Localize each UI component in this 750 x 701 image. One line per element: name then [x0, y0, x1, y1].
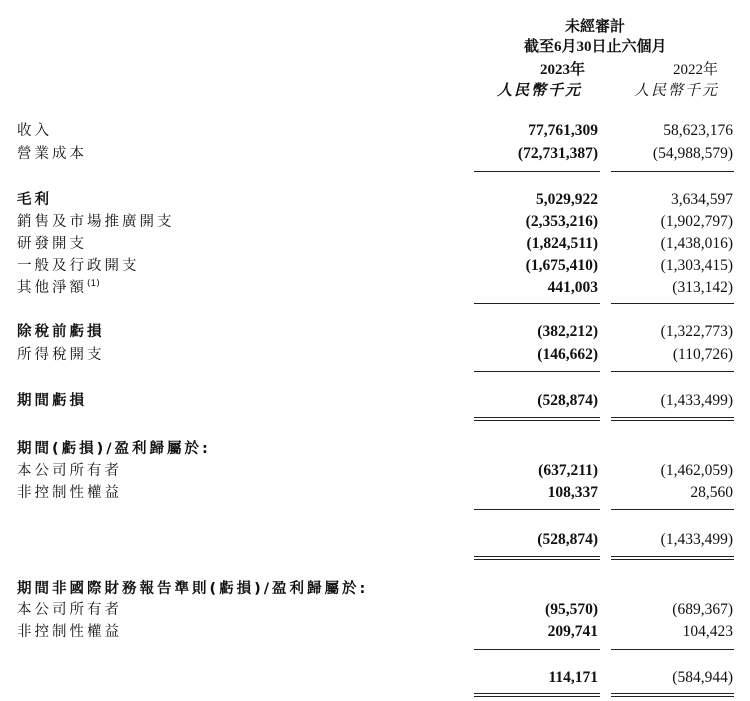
subtotal-rule	[474, 303, 600, 304]
total-rule	[611, 693, 734, 694]
value-prior: (1,433,499)	[660, 531, 733, 548]
value-current: 209,741	[547, 623, 598, 640]
row-label: 研發開支	[17, 236, 87, 252]
subtotal-rule	[611, 371, 734, 372]
row-label-text: 其他淨額	[17, 280, 87, 296]
total-rule	[474, 417, 600, 418]
value-prior: (1,322,773)	[660, 323, 733, 340]
year-prior-header: 2022年	[673, 62, 719, 78]
value-prior: (1,462,059)	[660, 462, 733, 479]
unaudited-header: 未經審計	[565, 19, 626, 35]
currency-current-header: 人民幣千元	[497, 83, 583, 99]
total-rule	[474, 696, 600, 697]
row-admin-expenses	[0, 255, 750, 277]
total-rule	[474, 693, 600, 694]
section-attributable	[0, 438, 750, 460]
row-loss-before-tax	[0, 321, 750, 343]
value-current: 114,171	[548, 669, 598, 686]
value-prior: (110,726)	[672, 346, 733, 363]
value-prior: 3,634,597	[671, 191, 733, 208]
total-rule	[474, 556, 600, 557]
total-rule	[611, 417, 734, 418]
row-selling-expenses	[0, 211, 750, 233]
row-cost-of-sales	[0, 143, 750, 165]
row-label: 期間虧損	[17, 393, 87, 409]
value-current: 5,029,922	[536, 191, 598, 208]
row-non-ifrs-total	[0, 667, 750, 689]
row-label: 本公司所有者	[17, 463, 122, 479]
value-prior: (1,433,499)	[660, 392, 733, 409]
value-current: (72,731,387)	[517, 145, 598, 162]
value-current: (146,662)	[537, 346, 598, 363]
row-non-controlling	[0, 482, 750, 504]
footnote-marker: (1)	[87, 279, 100, 289]
row-label: 一般及行政開支	[17, 258, 140, 274]
total-rule	[611, 696, 734, 697]
subtotal-rule	[474, 509, 600, 510]
row-label: 收入	[17, 123, 52, 139]
subtotal-rule	[474, 171, 600, 172]
row-label: 本公司所有者	[17, 602, 122, 618]
row-income-tax	[0, 344, 750, 366]
section-heading: 期間非國際財務報告準則(虧損)/盈利歸屬於:	[17, 581, 369, 597]
row-label: 營業成本	[17, 146, 87, 162]
row-attributable-total	[0, 529, 750, 551]
value-prior: 58,623,176	[663, 122, 733, 139]
value-current: (528,874)	[537, 531, 598, 548]
value-current: 77,761,309	[528, 122, 598, 139]
subtotal-rule	[474, 649, 600, 650]
row-gross-profit	[0, 189, 750, 211]
row-other-net	[0, 277, 750, 299]
period-header: 截至6月30日止六個月	[524, 39, 667, 55]
value-current: (1,675,410)	[525, 257, 598, 274]
value-current: 108,337	[547, 484, 598, 501]
row-label: 銷售及市場推廣開支	[17, 214, 175, 230]
total-rule	[611, 420, 734, 421]
value-current: (1,824,511)	[526, 235, 598, 252]
value-current: (2,353,216)	[525, 213, 598, 230]
row-label: 非控制性權益	[17, 624, 122, 640]
row-owners	[0, 460, 750, 482]
value-prior: (1,902,797)	[660, 213, 733, 230]
row-label	[17, 277, 100, 299]
row-label: 所得稅開支	[17, 347, 105, 363]
subtotal-rule	[611, 303, 734, 304]
value-prior: (689,367)	[672, 601, 733, 618]
row-non-controlling-non-ifrs	[0, 621, 750, 643]
value-current: (637,211)	[538, 462, 598, 479]
row-loss-for-period	[0, 390, 750, 412]
row-label: 非控制性權益	[17, 485, 122, 501]
subtotal-rule	[611, 509, 734, 510]
section-non-ifrs-attributable	[0, 578, 750, 600]
value-prior: (54,988,579)	[652, 145, 733, 162]
value-current: 441,003	[547, 279, 598, 296]
row-rnd-expenses	[0, 233, 750, 255]
value-prior: (1,438,016)	[660, 235, 733, 252]
subtotal-rule	[611, 649, 734, 650]
total-rule	[611, 556, 734, 557]
value-current: (382,212)	[537, 323, 598, 340]
row-label: 毛利	[17, 192, 52, 208]
total-rule	[611, 559, 734, 560]
value-prior: 28,560	[690, 484, 733, 501]
value-prior: (1,303,415)	[660, 257, 733, 274]
total-rule	[474, 420, 600, 421]
year-current-header: 2023年	[540, 62, 586, 78]
subtotal-rule	[474, 371, 600, 372]
section-heading: 期間(虧損)/盈利歸屬於:	[17, 441, 211, 457]
row-label: 除稅前虧損	[17, 324, 105, 340]
value-current: (95,570)	[545, 601, 598, 618]
value-prior: (313,142)	[672, 279, 733, 296]
subtotal-rule	[611, 171, 734, 172]
value-current: (528,874)	[537, 392, 598, 409]
currency-prior-header: 人民幣千元	[634, 83, 720, 99]
value-prior: 104,423	[682, 623, 733, 640]
row-owners-non-ifrs	[0, 599, 750, 621]
row-revenue	[0, 120, 750, 142]
total-rule	[474, 559, 600, 560]
value-prior: (584,944)	[672, 669, 733, 686]
